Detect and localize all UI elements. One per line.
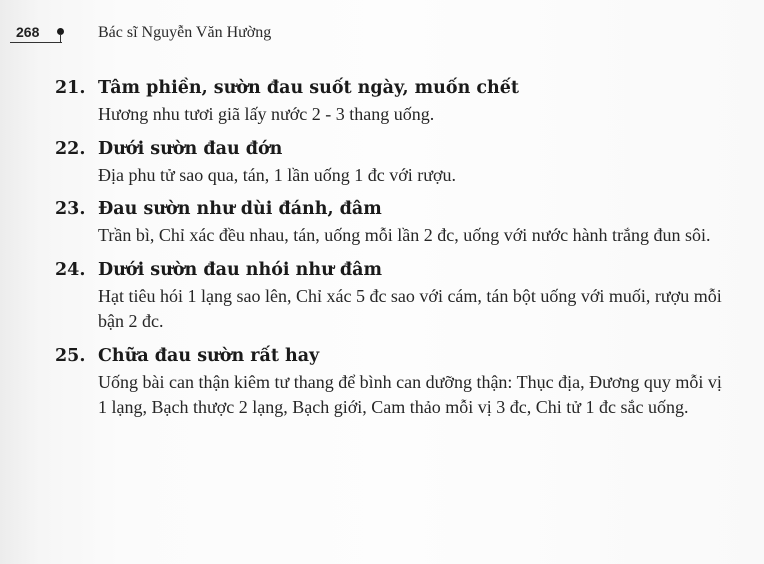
entry-number: 24. bbox=[55, 259, 86, 280]
entry-title: Chữa đau sườn rất hay bbox=[98, 345, 320, 366]
page-number: 268 bbox=[16, 24, 40, 40]
entry-number: 22. bbox=[55, 138, 86, 159]
header-rule bbox=[10, 42, 62, 43]
entry-25 bbox=[0, 342, 764, 421]
entry-body: Trần bì, Chỉ xác đều nhau, tán, uống mỗi lần 2 đc, uống với nước hành trắng đun sôi. bbox=[98, 225, 711, 245]
entry-23 bbox=[0, 195, 764, 249]
entry-body: Hạt tiêu hói 1 lạng sao lên, Chỉ xác 5 đc sao với cám, tán bột uống với muối, rượu mỗi bận 2 đc. bbox=[98, 285, 722, 331]
entry-title: Đau sườn như dùi đánh, đâm bbox=[98, 199, 382, 219]
entry-22 bbox=[0, 135, 764, 189]
entry-number: 23. bbox=[55, 199, 86, 219]
entry-number: 25. bbox=[55, 345, 86, 366]
entry-21 bbox=[0, 74, 764, 128]
entry-body: Địa phu tử sao qua, tán, 1 lần uống 1 đc với rượu. bbox=[98, 164, 456, 185]
entry-body: Uống bài can thận kiêm tư thang để bình can dưỡng thận: Thục địa, Đương quy mỗi vị 1 lạng, Bạch thược 2 lạng, Bạch giới, Cam thảo mỗi vị 3 đc, Chi tử 1 đc sắc uống. bbox=[98, 371, 722, 417]
bullet-icon bbox=[57, 28, 64, 35]
entry-body: Hương nhu tươi giã lấy nước 2 - 3 thang uống. bbox=[98, 104, 435, 124]
entry-title: Dưới sườn đau đớn bbox=[98, 138, 283, 159]
page-content bbox=[0, 74, 764, 428]
entry-title: Tâm phiền, sườn đau suốt ngày, muốn chết bbox=[98, 78, 519, 98]
running-title: Bác sĩ Nguyễn Văn Hường bbox=[98, 24, 272, 41]
running-head bbox=[0, 22, 764, 46]
entry-number: 21. bbox=[55, 78, 86, 98]
entry-24 bbox=[0, 256, 764, 335]
entry-title: Dưới sườn đau nhói như đâm bbox=[98, 259, 382, 280]
